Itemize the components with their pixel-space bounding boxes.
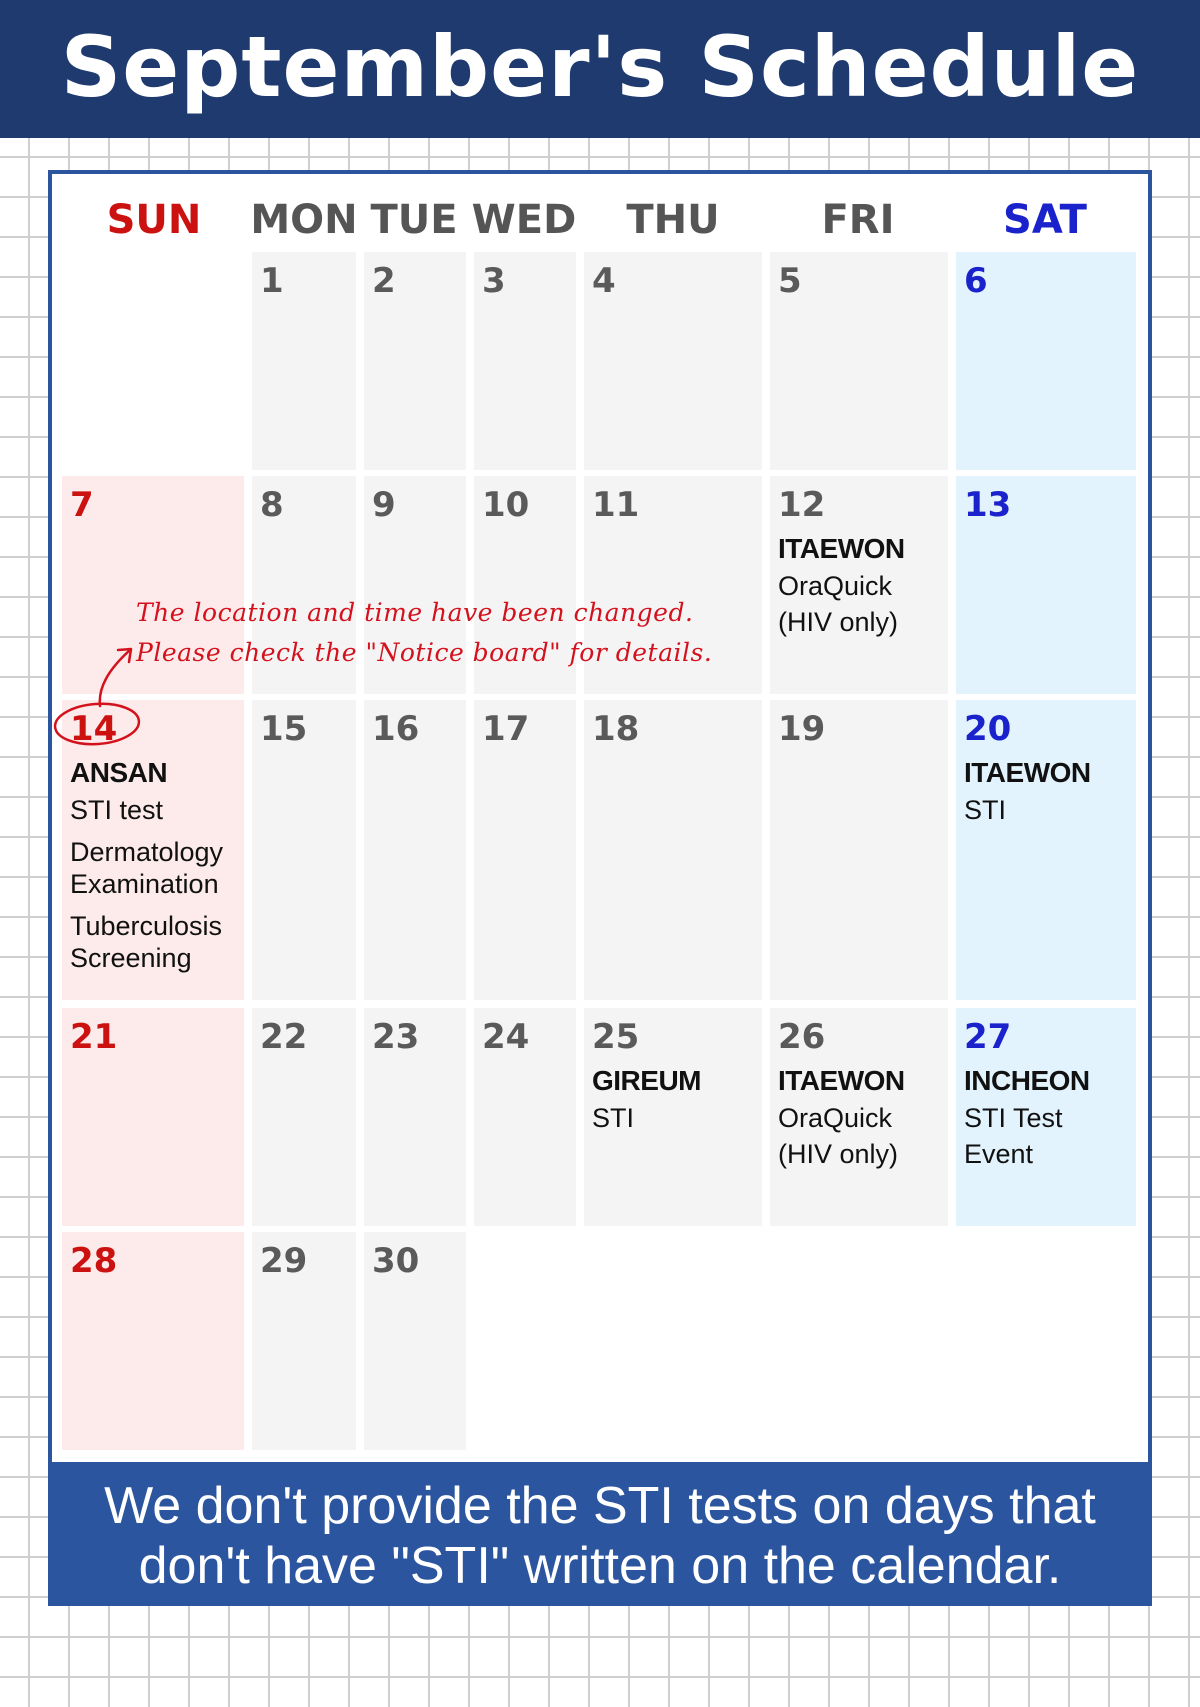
day-number: 6 — [964, 261, 988, 301]
day-number: 4 — [592, 261, 616, 301]
day-number: 18 — [592, 709, 640, 749]
event-detail: STI Test — [964, 1103, 1063, 1133]
event-location: INCHEON — [964, 1065, 1090, 1096]
day-number: 17 — [482, 709, 530, 749]
day-number: 3 — [482, 261, 506, 301]
event-detail: STI test — [70, 795, 164, 825]
weekday-sun: SUN — [106, 197, 202, 243]
day-cell-23[interactable] — [364, 1008, 466, 1226]
day-number: 11 — [592, 485, 640, 525]
event-detail: Dermatology Examination — [70, 837, 224, 899]
day-cell-1[interactable] — [252, 252, 356, 470]
day-number: 29 — [260, 1241, 308, 1281]
event-detail: OraQuick — [778, 571, 893, 601]
change-notice-line2: Please check the "Notice board" for details. — [136, 638, 713, 667]
day-cell-20[interactable] — [956, 700, 1136, 1000]
day-number: 23 — [372, 1017, 420, 1057]
day-number: 22 — [260, 1017, 308, 1057]
event-location: ITAEWON — [778, 533, 905, 564]
day-cell-4[interactable] — [584, 252, 762, 470]
day-number: 14 — [70, 709, 118, 749]
day-number: 30 — [372, 1241, 420, 1281]
day-cell-3[interactable] — [474, 252, 576, 470]
event-location: ANSAN — [70, 757, 168, 788]
event-detail: STI — [964, 795, 1007, 825]
day-cell-28[interactable] — [62, 1232, 244, 1450]
day-cell-25[interactable] — [584, 1008, 762, 1226]
weekday-fri: FRI — [821, 197, 895, 243]
day-cell-27[interactable] — [956, 1008, 1136, 1226]
day-number: 16 — [372, 709, 420, 749]
event-detail: Event — [964, 1139, 1034, 1169]
day-number: 13 — [964, 485, 1012, 525]
event-detail: Tuberculosis Screening — [70, 911, 223, 973]
weekday-sat: SAT — [1003, 197, 1087, 243]
day-number: 19 — [778, 709, 826, 749]
weekday-wed: WED — [471, 197, 577, 243]
page-title: September's Schedule — [0, 0, 1200, 138]
day-cell-5[interactable] — [770, 252, 948, 470]
day-cell-6[interactable] — [956, 252, 1136, 470]
day-number: 7 — [70, 485, 94, 525]
day-cell-26[interactable] — [770, 1008, 948, 1226]
day-cell-15[interactable] — [252, 700, 356, 1000]
event-detail: STI — [592, 1103, 635, 1133]
highlight-circle-icon — [52, 700, 142, 748]
day-cell-30[interactable] — [364, 1232, 466, 1450]
change-notice-line1: The location and time have been changed. — [136, 598, 694, 627]
day-cell-29[interactable] — [252, 1232, 356, 1450]
day-cell-22[interactable] — [252, 1008, 356, 1226]
day-number: 12 — [778, 485, 826, 525]
footer-notice — [48, 1466, 1152, 1606]
day-number: 9 — [372, 485, 396, 525]
day-cell-12[interactable] — [770, 476, 948, 694]
day-number: 24 — [482, 1017, 530, 1057]
day-number: 26 — [778, 1017, 826, 1057]
day-cell-16[interactable] — [364, 700, 466, 1000]
day-number: 15 — [260, 709, 308, 749]
day-number: 8 — [260, 485, 284, 525]
day-number: 21 — [70, 1017, 118, 1057]
weekday-thu: THU — [626, 197, 720, 243]
day-number: 20 — [964, 709, 1012, 749]
day-cell-13[interactable] — [956, 476, 1136, 694]
weekday-mon: MON — [250, 197, 358, 243]
day-number: 10 — [482, 485, 530, 525]
day-number: 25 — [592, 1017, 640, 1057]
day-number: 1 — [260, 261, 284, 301]
day-number: 27 — [964, 1017, 1012, 1057]
pointer-arrow-icon — [96, 640, 138, 708]
day-number: 2 — [372, 261, 396, 301]
footer-line2: don't have "STI" written on the calendar. — [138, 1537, 1062, 1595]
day-cell-2[interactable] — [364, 252, 466, 470]
day-cell-24[interactable] — [474, 1008, 576, 1226]
event-detail: (HIV only) — [778, 607, 899, 637]
event-location: ITAEWON — [778, 1065, 905, 1096]
event-location: ITAEWON — [964, 757, 1091, 788]
day-number: 5 — [778, 261, 802, 301]
day-cell-18[interactable] — [584, 700, 762, 1000]
change-notice — [136, 593, 712, 673]
day-cell-17[interactable] — [474, 700, 576, 1000]
footer-line1: We don't provide the STI tests on days that — [104, 1477, 1096, 1535]
weekday-tue: TUE — [370, 197, 458, 243]
event-location: GIREUM — [592, 1065, 701, 1096]
day-cell-21[interactable] — [62, 1008, 244, 1226]
day-cell-19[interactable] — [770, 700, 948, 1000]
day-number: 28 — [70, 1241, 118, 1281]
event-detail: (HIV only) — [778, 1139, 899, 1169]
event-detail: OraQuick — [778, 1103, 893, 1133]
